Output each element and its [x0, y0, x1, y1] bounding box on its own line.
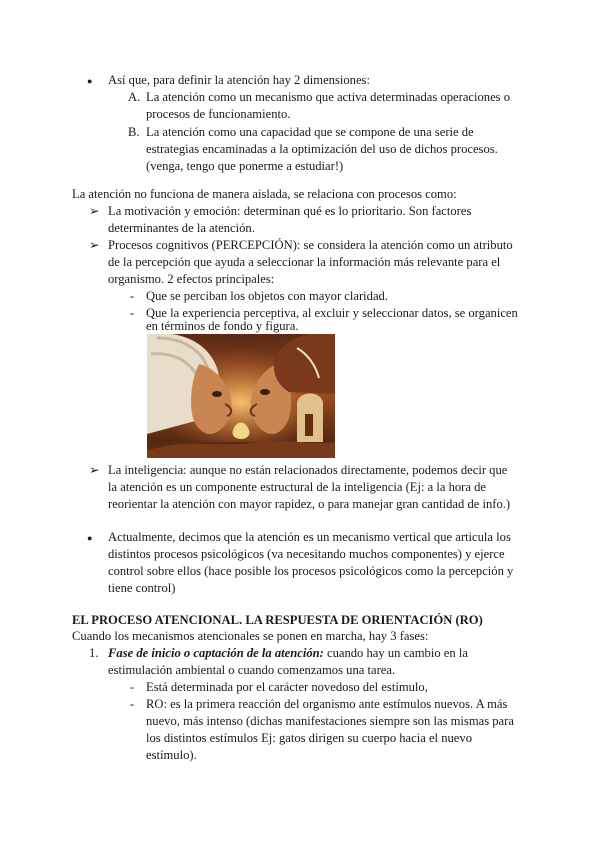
- dash-icon: -: [130, 289, 135, 303]
- arrow-item-line: Procesos cognitivos (PERCEPCIÓN): se considera la atención como un atributo: [108, 238, 513, 252]
- phase-text: cuando hay un cambio en la: [323, 646, 468, 660]
- arrow-item-line: la atención es un componente estructural de la inteligencia (Ej: a la hora de: [108, 480, 487, 494]
- dash-icon: -: [130, 306, 135, 320]
- arrow-item-line: La inteligencia: aunque no están relacionados directamente, podemos decir que: [108, 463, 508, 477]
- bullet-icon: ●: [87, 76, 93, 86]
- dash-item-line: RO: es la primera reacción del organismo ante estímulos nuevos. A más: [146, 697, 508, 711]
- dash-icon: -: [130, 697, 135, 711]
- dash-item-line: Que se perciban los objetos con mayor claridad.: [146, 289, 388, 303]
- bullet-line: control sobre ellos (hace posible los procesos psicológicos como la percepción y: [108, 564, 514, 578]
- phase-line: estimulación ambiental o cuando comenzamos una tarea.: [108, 663, 396, 677]
- section-heading: EL PROCESO ATENCIONAL. LA RESPUESTA DE ORIENTACIÓN (RO): [72, 613, 483, 627]
- arrow-icon: ➢: [89, 463, 100, 477]
- arrow-icon: ➢: [89, 204, 100, 218]
- list-marker: B.: [128, 125, 140, 139]
- figure-ground-illusion-image: [147, 334, 335, 458]
- arrow-item-line: de la percepción que ayuda a seleccionar la información más relevante para el: [108, 255, 501, 269]
- list-item-line: estrategias encaminadas a la optimización del uso de dichos procesos.: [146, 142, 498, 156]
- dash-item-line: nuevo, más intenso (dichas manifestaciones siempre son las mismas para: [146, 714, 514, 728]
- phase-title: Fase de inicio o captación de la atención:: [108, 646, 324, 660]
- list-item-line: (venga, tengo que ponerme a estudiar!): [146, 159, 344, 173]
- arrow-item-line: determinantes de la atención.: [108, 221, 255, 235]
- list-item-line: La atención como una capacidad que se compone de una serie de: [146, 125, 474, 139]
- list-marker: 1.: [89, 646, 99, 660]
- list-marker: A.: [128, 90, 141, 104]
- arrow-icon: ➢: [89, 238, 100, 252]
- list-item-line: La atención como un mecanismo que activa determinadas operaciones o: [146, 90, 511, 104]
- list-item-line: procesos de funcionamiento.: [146, 107, 291, 121]
- dash-item-line: Está determinada por el carácter novedoso del estímulo,: [146, 680, 428, 694]
- dash-item-line: Que la experiencia perceptiva, al excluir y seleccionar datos, se organicen: [146, 306, 518, 320]
- bullet-line: tiene control): [108, 581, 176, 595]
- dash-icon: -: [130, 680, 135, 694]
- arrow-item-line: reorientar la atención con mayor rapidez, o para manejar gran cantidad de info.): [108, 497, 511, 511]
- bullet-line: Actualmente, decimos que la atención es un mecanismo vertical que articula los: [108, 530, 511, 544]
- paragraph-line: La atención no funciona de manera aislada, se relaciona con procesos como:: [72, 187, 457, 201]
- dash-item-line: en términos de fondo y figura.: [146, 319, 299, 333]
- dash-item-line: los distintos estímulos Ej: gatos dirigen su cuerpo hacia el nuevo: [146, 731, 472, 745]
- arrow-item-line: La motivación y emoción: determinan qué es lo prioritario. Son factores: [108, 204, 472, 218]
- phase-line: [108, 645, 468, 662]
- intro-line: Así que, para definir la atención hay 2 dimensiones:: [108, 73, 370, 87]
- dash-item-line: estímulo).: [146, 748, 197, 762]
- bullet-line: distintos procesos psicológicos (va necesitando muchos componentes) y ejerce: [108, 547, 505, 561]
- paragraph-line: Cuando los mecanismos atencionales se ponen en marcha, hay 3 fases:: [72, 629, 429, 643]
- arrow-item-line: organismo. 2 efectos principales:: [108, 272, 275, 286]
- bullet-icon: ●: [87, 533, 93, 543]
